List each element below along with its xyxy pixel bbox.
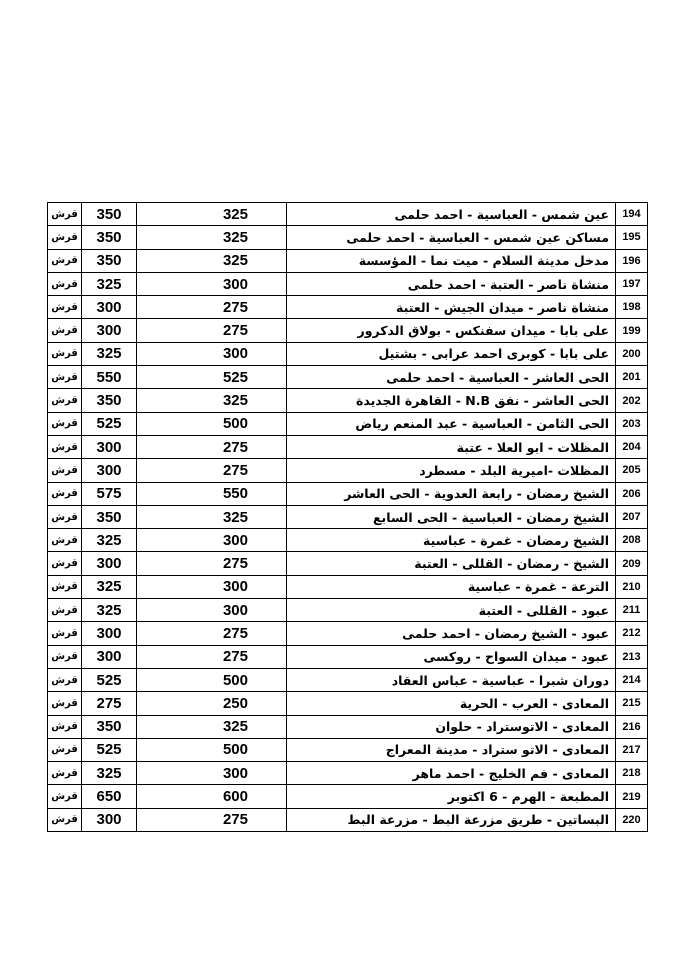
new-price-cell: 300 bbox=[82, 435, 137, 458]
new-price-cell: 300 bbox=[82, 622, 137, 645]
currency-unit-cell: قرش bbox=[48, 366, 82, 389]
table-row bbox=[48, 272, 648, 295]
old-price-cell: 525 bbox=[137, 366, 287, 389]
old-price-cell: 500 bbox=[137, 668, 287, 691]
table-row bbox=[48, 599, 648, 622]
route-cell: منشاة ناصر - ميدان الجيش - العتبة bbox=[287, 296, 616, 319]
route-cell: الشيخ رمضان - غمرة - عباسية bbox=[287, 529, 616, 552]
old-price-cell: 300 bbox=[137, 762, 287, 785]
old-price-cell: 325 bbox=[137, 715, 287, 738]
table-row bbox=[48, 226, 648, 249]
old-price-cell: 300 bbox=[137, 342, 287, 365]
route-cell: المظلات -اميرية البلد - مسطرد bbox=[287, 459, 616, 482]
old-price-cell: 550 bbox=[137, 482, 287, 505]
route-cell: المطبعة - الهرم - 6 اكتوبر bbox=[287, 785, 616, 808]
currency-unit-cell: قرش bbox=[48, 785, 82, 808]
currency-unit-cell: قرش bbox=[48, 319, 82, 342]
table-row bbox=[48, 389, 648, 412]
new-price-cell: 300 bbox=[82, 552, 137, 575]
line-number-cell: 216 bbox=[616, 715, 648, 738]
table-row bbox=[48, 342, 648, 365]
table-row bbox=[48, 785, 648, 808]
old-price-cell: 500 bbox=[137, 412, 287, 435]
route-cell: الحى العاشر - نفق N.B - القاهرة الجديدة bbox=[287, 389, 616, 412]
currency-unit-cell: قرش bbox=[48, 715, 82, 738]
currency-unit-cell: قرش bbox=[48, 435, 82, 458]
table-row bbox=[48, 692, 648, 715]
new-price-cell: 325 bbox=[82, 599, 137, 622]
currency-unit-cell: قرش bbox=[48, 482, 82, 505]
new-price-cell: 350 bbox=[82, 389, 137, 412]
line-number-cell: 208 bbox=[616, 529, 648, 552]
new-price-cell: 300 bbox=[82, 296, 137, 319]
line-number-cell: 202 bbox=[616, 389, 648, 412]
table-row bbox=[48, 738, 648, 761]
new-price-cell: 350 bbox=[82, 505, 137, 528]
route-cell: الشيخ رمضان - العباسية - الحى السابع bbox=[287, 505, 616, 528]
table-row bbox=[48, 296, 648, 319]
line-number-cell: 209 bbox=[616, 552, 648, 575]
currency-unit-cell: قرش bbox=[48, 622, 82, 645]
line-number-cell: 195 bbox=[616, 226, 648, 249]
route-cell: المظلات - ابو العلا - عتبة bbox=[287, 435, 616, 458]
currency-unit-cell: قرش bbox=[48, 668, 82, 691]
line-number-cell: 214 bbox=[616, 668, 648, 691]
new-price-cell: 350 bbox=[82, 249, 137, 272]
old-price-cell: 275 bbox=[137, 459, 287, 482]
old-price-cell: 275 bbox=[137, 296, 287, 319]
line-number-cell: 212 bbox=[616, 622, 648, 645]
new-price-cell: 525 bbox=[82, 412, 137, 435]
table-row bbox=[48, 622, 648, 645]
old-price-cell: 300 bbox=[137, 529, 287, 552]
table-row bbox=[48, 668, 648, 691]
old-price-cell: 325 bbox=[137, 389, 287, 412]
new-price-cell: 325 bbox=[82, 575, 137, 598]
old-price-cell: 600 bbox=[137, 785, 287, 808]
currency-unit-cell: قرش bbox=[48, 226, 82, 249]
currency-unit-cell: قرش bbox=[48, 762, 82, 785]
new-price-cell: 350 bbox=[82, 226, 137, 249]
currency-unit-cell: قرش bbox=[48, 692, 82, 715]
route-cell: المعادى - العرب - الحرية bbox=[287, 692, 616, 715]
fare-table-body bbox=[48, 203, 648, 832]
route-cell: الحى الثامن - العباسية - عبد المنعم رياض bbox=[287, 412, 616, 435]
table-row bbox=[48, 459, 648, 482]
route-cell: دوران شبرا - عباسية - عباس العقاد bbox=[287, 668, 616, 691]
route-cell: المعادى - فم الخليج - احمد ماهر bbox=[287, 762, 616, 785]
currency-unit-cell: قرش bbox=[48, 342, 82, 365]
line-number-cell: 213 bbox=[616, 645, 648, 668]
line-number-cell: 205 bbox=[616, 459, 648, 482]
line-number-cell: 217 bbox=[616, 738, 648, 761]
table-row bbox=[48, 435, 648, 458]
line-number-cell: 197 bbox=[616, 272, 648, 295]
new-price-cell: 325 bbox=[82, 272, 137, 295]
line-number-cell: 211 bbox=[616, 599, 648, 622]
route-cell: الحى العاشر - العباسية - احمد حلمى bbox=[287, 366, 616, 389]
table-row bbox=[48, 575, 648, 598]
route-cell: عين شمس - العباسية - احمد حلمى bbox=[287, 203, 616, 226]
new-price-cell: 275 bbox=[82, 692, 137, 715]
line-number-cell: 220 bbox=[616, 808, 648, 831]
line-number-cell: 219 bbox=[616, 785, 648, 808]
route-cell: عبود - ميدان السواح - روكسى bbox=[287, 645, 616, 668]
old-price-cell: 325 bbox=[137, 226, 287, 249]
old-price-cell: 275 bbox=[137, 319, 287, 342]
old-price-cell: 325 bbox=[137, 249, 287, 272]
table-row bbox=[48, 645, 648, 668]
route-cell: المعادى - الاتو ستراد - مدينة المعراج bbox=[287, 738, 616, 761]
new-price-cell: 525 bbox=[82, 738, 137, 761]
currency-unit-cell: قرش bbox=[48, 296, 82, 319]
route-cell: عبود - الشيخ رمضان - احمد حلمى bbox=[287, 622, 616, 645]
line-number-cell: 203 bbox=[616, 412, 648, 435]
table-row bbox=[48, 505, 648, 528]
new-price-cell: 550 bbox=[82, 366, 137, 389]
new-price-cell: 350 bbox=[82, 203, 137, 226]
line-number-cell: 206 bbox=[616, 482, 648, 505]
old-price-cell: 250 bbox=[137, 692, 287, 715]
table-row bbox=[48, 366, 648, 389]
table-row bbox=[48, 412, 648, 435]
table-row bbox=[48, 482, 648, 505]
currency-unit-cell: قرش bbox=[48, 529, 82, 552]
table-row bbox=[48, 249, 648, 272]
new-price-cell: 300 bbox=[82, 808, 137, 831]
table-row bbox=[48, 203, 648, 226]
route-cell: مدخل مدينة السلام - ميت نما - المؤسسة bbox=[287, 249, 616, 272]
new-price-cell: 350 bbox=[82, 715, 137, 738]
old-price-cell: 275 bbox=[137, 808, 287, 831]
route-cell: المعادى - الاتوستراد - حلوان bbox=[287, 715, 616, 738]
line-number-cell: 199 bbox=[616, 319, 648, 342]
old-price-cell: 275 bbox=[137, 622, 287, 645]
old-price-cell: 500 bbox=[137, 738, 287, 761]
currency-unit-cell: قرش bbox=[48, 575, 82, 598]
new-price-cell: 325 bbox=[82, 529, 137, 552]
route-cell: عبود - القللى - العتبة bbox=[287, 599, 616, 622]
route-cell: الشيخ رمضان - رابعة العدوية - الحى العاشر bbox=[287, 482, 616, 505]
currency-unit-cell: قرش bbox=[48, 808, 82, 831]
currency-unit-cell: قرش bbox=[48, 505, 82, 528]
old-price-cell: 325 bbox=[137, 505, 287, 528]
line-number-cell: 198 bbox=[616, 296, 648, 319]
route-cell: على بابا - كوبرى احمد عرابى - بشتيل bbox=[287, 342, 616, 365]
line-number-cell: 210 bbox=[616, 575, 648, 598]
table-row bbox=[48, 319, 648, 342]
line-number-cell: 218 bbox=[616, 762, 648, 785]
route-cell: على بابا - ميدان سفنكس - بولاق الدكرور bbox=[287, 319, 616, 342]
old-price-cell: 325 bbox=[137, 203, 287, 226]
new-price-cell: 325 bbox=[82, 762, 137, 785]
line-number-cell: 215 bbox=[616, 692, 648, 715]
line-number-cell: 204 bbox=[616, 435, 648, 458]
currency-unit-cell: قرش bbox=[48, 203, 82, 226]
currency-unit-cell: قرش bbox=[48, 412, 82, 435]
currency-unit-cell: قرش bbox=[48, 249, 82, 272]
currency-unit-cell: قرش bbox=[48, 272, 82, 295]
line-number-cell: 201 bbox=[616, 366, 648, 389]
new-price-cell: 300 bbox=[82, 459, 137, 482]
new-price-cell: 575 bbox=[82, 482, 137, 505]
currency-unit-cell: قرش bbox=[48, 389, 82, 412]
currency-unit-cell: قرش bbox=[48, 552, 82, 575]
line-number-cell: 196 bbox=[616, 249, 648, 272]
old-price-cell: 300 bbox=[137, 272, 287, 295]
new-price-cell: 525 bbox=[82, 668, 137, 691]
new-price-cell: 325 bbox=[82, 342, 137, 365]
route-cell: منشاة ناصر - العتبة - احمد حلمى bbox=[287, 272, 616, 295]
table-row bbox=[48, 762, 648, 785]
route-cell: البساتين - طريق مزرعة البط - مزرعة البط bbox=[287, 808, 616, 831]
table-row bbox=[48, 529, 648, 552]
fare-table bbox=[47, 202, 648, 832]
currency-unit-cell: قرش bbox=[48, 459, 82, 482]
currency-unit-cell: قرش bbox=[48, 599, 82, 622]
old-price-cell: 300 bbox=[137, 575, 287, 598]
currency-unit-cell: قرش bbox=[48, 645, 82, 668]
new-price-cell: 650 bbox=[82, 785, 137, 808]
line-number-cell: 200 bbox=[616, 342, 648, 365]
old-price-cell: 275 bbox=[137, 552, 287, 575]
route-cell: الترعة - غمرة - عباسية bbox=[287, 575, 616, 598]
line-number-cell: 194 bbox=[616, 203, 648, 226]
line-number-cell: 207 bbox=[616, 505, 648, 528]
table-row bbox=[48, 552, 648, 575]
old-price-cell: 300 bbox=[137, 599, 287, 622]
table-row bbox=[48, 715, 648, 738]
new-price-cell: 300 bbox=[82, 645, 137, 668]
old-price-cell: 275 bbox=[137, 645, 287, 668]
route-cell: مساكن عين شمس - العباسية - احمد حلمى bbox=[287, 226, 616, 249]
table-row bbox=[48, 808, 648, 831]
old-price-cell: 275 bbox=[137, 435, 287, 458]
currency-unit-cell: قرش bbox=[48, 738, 82, 761]
new-price-cell: 300 bbox=[82, 319, 137, 342]
route-cell: الشيخ - رمضان - القللى - العتبة bbox=[287, 552, 616, 575]
